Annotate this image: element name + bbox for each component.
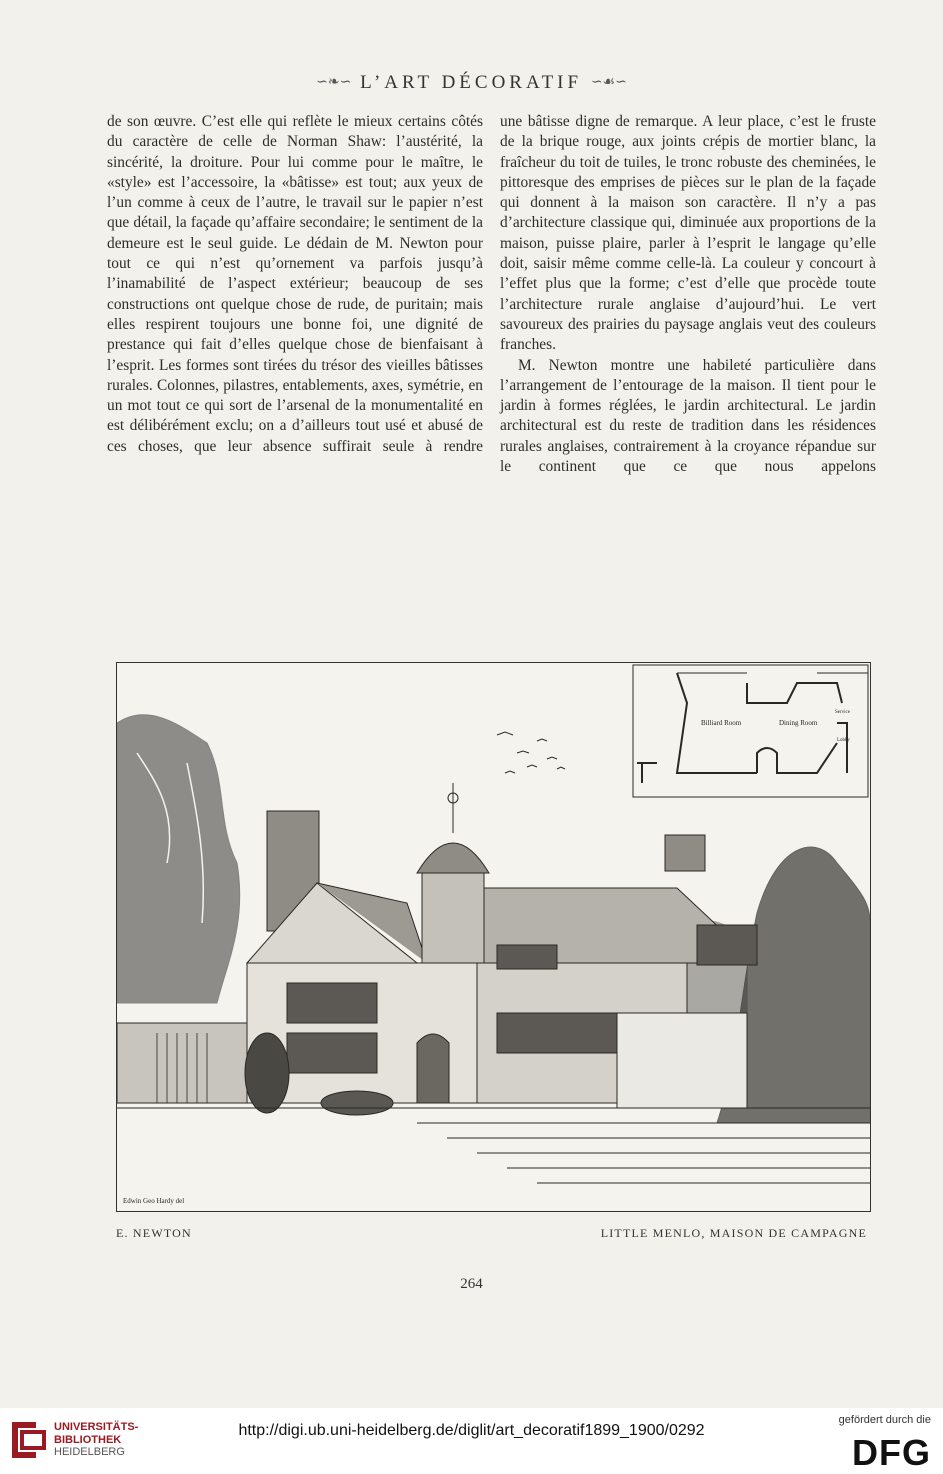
library-line-2: BIBLIOTHEK [54,1433,122,1446]
caption-architect: E. NEWTON [116,1226,192,1240]
left-ornament: ∽❧∽ [316,75,352,90]
right-column [500,112,876,477]
running-head [0,72,943,94]
permalink-url[interactable]: http://digi.ub.uni-heidelberg.de/diglit/art_decoratif1899_1900/0292 [238,1422,705,1439]
page-number: 264 [460,1276,483,1292]
artist-signature: Edwin Geo Hardy del [123,1197,185,1205]
library-line-1: UNIVERSITÄTS- [54,1421,139,1433]
digitization-footer [0,1408,943,1474]
right-paragraph-1: une bâtisse digne de remarque. A leur place, c’est le fruste de la brique rouge, aux joints crépis de mortier blanc, la fraîcheur du toit de tuiles, le tronc robuste des cheminées, le pittoresque des emprises de pièces sur le plan de la façade qui donnent à la maison son caractère. Il n’y a pas d’architecture classique qui, diminuée aux proportions de la maison, puisse plaire, parler à l’esprit le langage qu’elle doit, saisir même comme celle-là. La couleur y concourt à l’effet plus que la forme; c’est d’elle que procède toute l’architecture rurale anglaise d’aujourd’hui. Le vert savoureux des prairies du paysage anglais veut des couleurs franches. [500,113,876,354]
library-line-3: HEIDELBERG [54,1446,125,1458]
house-drawing [117,663,870,1211]
right-ornament: ∽☙∽ [590,75,627,90]
journal-title: L’ART DÉCORATIF [360,72,583,93]
plan-label-service: Service [835,710,850,715]
left-column [107,112,483,457]
plan-label-lobby: Lobby [837,738,851,743]
house-illustration [116,662,871,1212]
right-paragraph-2: M. Newton montre une habileté particulière dans l’arrangement de l’entourage de la maison. Il tient pour le jardin à formes réglées, le jardin architectural. Le jardin architectural est du reste de tradition dans les résidences rurales anglaises, contrairement à la croyance répandue sur le continent que ce que nous appelons [500,356,876,476]
plan-label-dining: Dining Room [779,719,818,727]
plan-label-billiard: Billiard Room [701,719,742,727]
caption-title: LITTLE MENLO, MAISON DE CAMPAGNE [600,1226,867,1240]
left-paragraph: de son œuvre. C’est elle qui reflète le mieux certains côtés du caractère de celle de Norman Shaw: l’austérité, la sincérité, la droiture. Pour lui comme pour le maître, le «style» est l’accessoire, la «bâtisse» est tout; aux yeux de l’un comme à ceux de l’autre, le travail sur le papier n’est que détail, la façade qu’affaire secondaire; le sentiment de la demeure est le seul guide. Le dédain de M. Newton pour tout ce qui n’est qu’ornement va parfois jusqu’à l’inamabilité de l’aspect extérieur; beaucoup de ses constructions ont quelque chose de rude, de puritain; mais elles respirent toujours une bonne foi, une dignité de prestance qui fait d’elles quelque chose de bienfaisant à l’esprit. Les formes sont tirées du trésor des vieilles bâtisses rurales. Colonnes, pilastres, entablements, axes, symétrie, en un mot tout ce qui sort de l’arsenal de la monumentalité en est délibérément exclu; on a d’ailleurs tout usé et abusé de ces choses, que leur absence suffirait seule à rendre [107,113,483,455]
funded-by-label: gefördert durch die [838,1414,931,1426]
dfg-logo[interactable]: DFG [852,1432,931,1473]
tree-left-illustration [117,715,240,1003]
